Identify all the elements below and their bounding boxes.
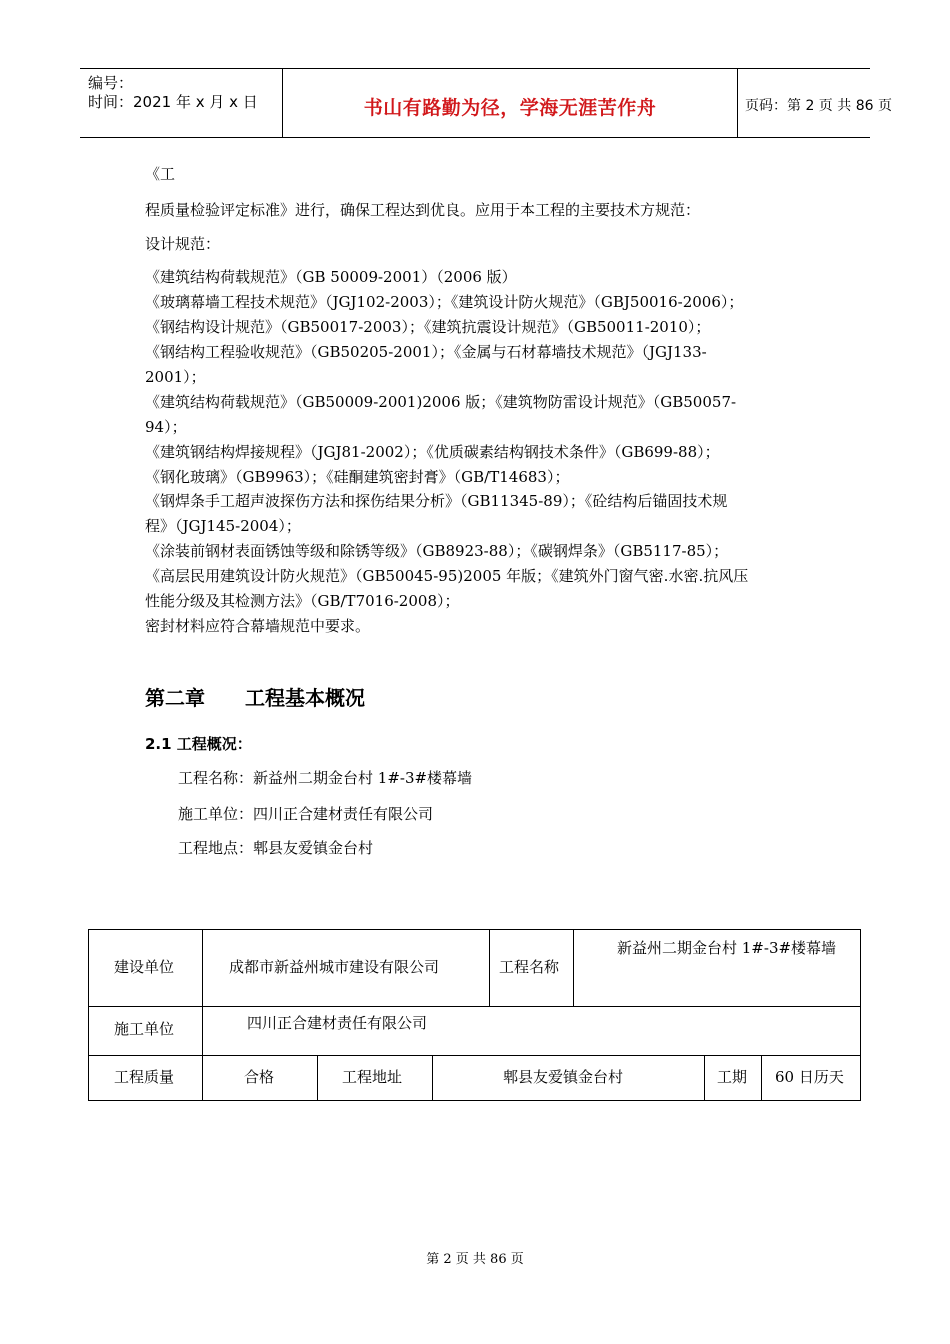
contractor-line: 施工单位：四川正合建材责任有限公司 [178,805,434,823]
chapter-heading [145,682,365,711]
spec-line: 《高层民用建筑设计防火规范》（GB50045-95)2005 年版；《建筑外门窗气密.水密.抗风压 [145,567,749,585]
cell-value: 郫县友爱镇金台村 [503,1068,624,1086]
doc-time-label: 时间：2021 年 x 月 x 日 [88,93,258,111]
body-line: 程质量检验评定标准》进行，确保工程达到优良。应用于本工程的主要技术方规范： [145,201,701,219]
header-motto-cell [282,69,738,137]
table-rule [89,1006,860,1007]
table-rule [202,930,203,1006]
cell-label: 工期 [717,1068,748,1086]
table-rule [317,1055,318,1101]
cell-value: 四川正合建材责任有限公司 [247,1014,428,1032]
cell-value: 60 日历天 [775,1068,844,1086]
doc-number-label: 编号： [88,74,134,92]
table-rule [489,930,490,1006]
cell-label: 工程质量 [114,1068,175,1086]
spec-line: 《建筑结构荷载规范》（GB 50009-2001）（2006 版） [145,268,517,286]
header-meta [80,69,282,137]
project-info-table [88,929,861,1101]
table-rule [89,1055,860,1056]
table-rule [202,1006,203,1055]
table-rule [573,930,574,1006]
cell-value: 成都市新益州城市建设有限公司 [229,958,440,976]
location-line: 工程地点：郫县友爱镇金台村 [178,839,374,857]
body-line: 《工 [145,165,176,183]
spec-line: 《钢结构设计规范》（GB50017-2003）；《建筑抗震设计规范》（GB50011-2010）； [145,318,711,336]
spec-line: 《玻璃幕墙工程技术规范》（JGJ102-2003）；《建筑设计防火规范》（GBJ50016-2006）； [145,293,744,311]
cell-label: 施工单位 [114,1020,175,1038]
spec-line: 《钢化玻璃》（GB9963）；《硅酮建筑密封膏》（GB/T14683）； [145,468,570,486]
project-name-line: 工程名称：新益州二期金台村 1#-3#楼幕墙 [178,769,473,787]
header-page-cell [737,69,892,137]
cell-value: 新益州二期金台村 1#-3#楼幕墙 [617,939,837,957]
body-line: 密封材料应符合幕墙规范中要求。 [145,617,371,635]
spec-line: 《建筑钢结构焊接规程》（JGJ81-2002）；《优质碳素结构钢技术条件》（GB699-88）； [145,443,720,461]
section-heading: 2.1 工程概况： [145,735,252,753]
spec-line: 94）； [145,418,187,436]
cell-value: 合格 [244,1068,275,1086]
table-rule [432,1055,433,1101]
spec-line: 《钢焊条手工超声波探伤方法和探伤结果分析》（GB11345-89）；《砼结构后锚固技术规 [145,492,728,510]
table-rule [704,1055,705,1101]
spec-line: 《建筑结构荷载规范》（GB50009-2001)2006 版；《建筑物防雷设计规范》（GB50057- [145,393,737,411]
table-rule [761,1055,762,1101]
cell-label: 工程名称 [499,958,560,976]
chapter-title: 工程基本概况 [245,686,365,710]
cell-label: 建设单位 [114,958,175,976]
spec-line: 程》（JGJ145-2004）； [145,517,301,535]
header-page-info: 页码：第 2 页 共 86 页 [745,98,892,114]
spec-line: 性能分级及其检测方法》（GB/T7016-2008）； [145,592,460,610]
header-motto: 书山有路勤为径，学海无涯苦作舟 [363,97,657,119]
page-header [80,68,892,138]
spec-line: 2001）； [145,368,206,386]
cell-label: 工程地址 [342,1068,403,1086]
body-line: 设计规范： [145,235,221,253]
table-rule [202,1055,203,1101]
page-footer: 第 2 页 共 86 页 [426,1252,524,1267]
spec-line: 《钢结构工程验收规范》（GB50205-2001）；《金属与石材幕墙技术规范》（JGJ133- [145,343,707,361]
spec-line: 《涂装前钢材表面锈蚀等级和除锈等级》（GB8923-88）；《碳钢焊条》（GB5117-85）； [145,542,729,560]
chapter-number: 第二章 [145,686,205,710]
